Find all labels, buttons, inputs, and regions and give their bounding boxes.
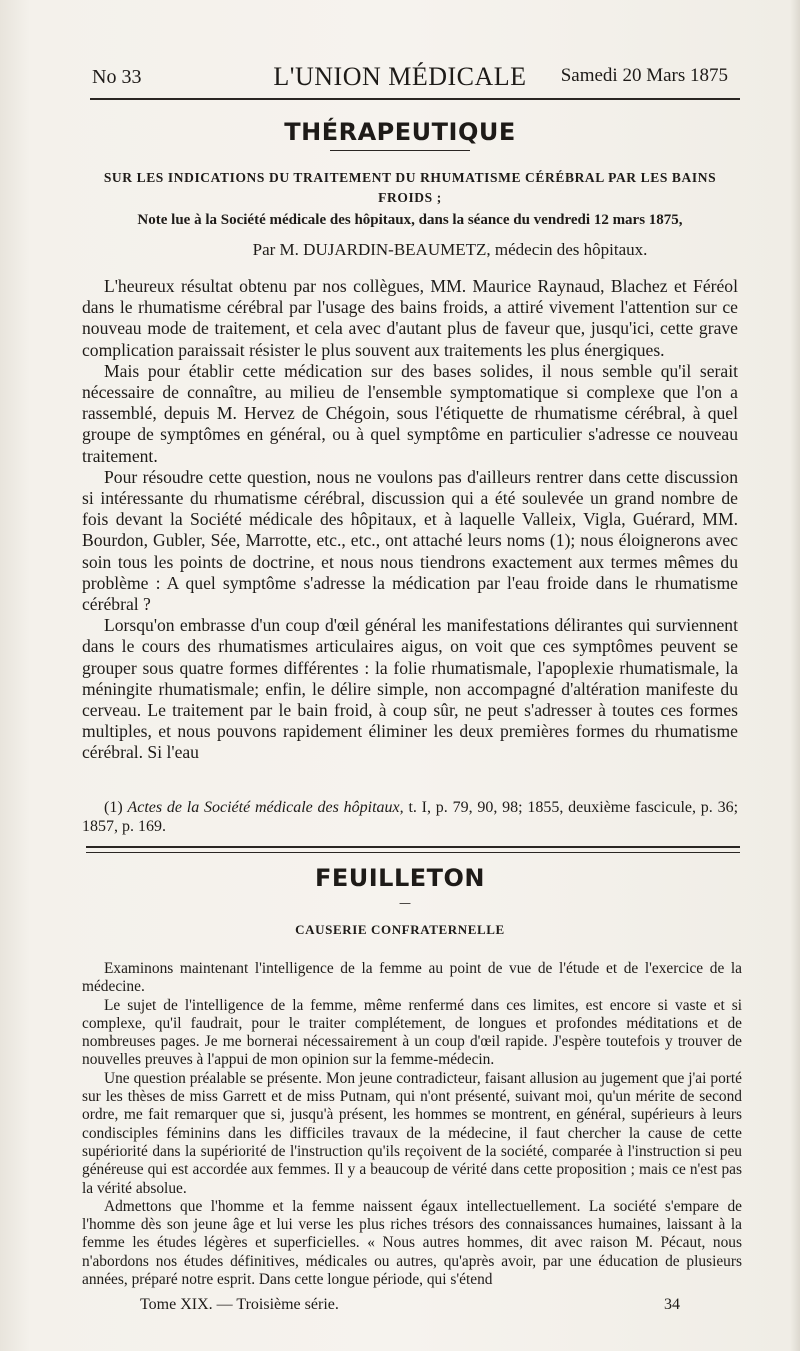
feuilleton-paragraph: Examinons maintenant l'intelligence de la femme au point de vue de l'étude et de l'exercice de la médecine. bbox=[82, 960, 742, 996]
title-underline bbox=[330, 150, 470, 151]
volume-label: Tome XIX. — Troisième série. bbox=[140, 1296, 339, 1313]
page-footer bbox=[140, 1296, 680, 1320]
issue-date: Samedi 20 Mars 1875 bbox=[560, 65, 728, 86]
footnote bbox=[82, 798, 738, 836]
article-body bbox=[82, 276, 738, 764]
feuilleton-subtitle: CAUSERIE CONFRATERNELLE bbox=[295, 922, 505, 937]
issue-number: No 33 bbox=[92, 66, 142, 88]
article-paragraph: Pour résoudre cette question, nous ne voulons pas d'ailleurs rentrer dans cette discussion si intéressante du rhumatisme cérébral, discussion qui a été soulevée un grand nombre de fois devant la Société médicale des hôpitaux, et à laquelle Valleix, Vigla, Guérard, MM. Bourdon, Gubler, Sée, Marrotte, etc., etc., ont attaché leurs noms (1); nous éloignerons avec soin tous les points de doctrine, et nous nous tiendrons exactement aux termes mêmes du problème : A quel symptôme s'adresse la médication par l'eau froide dans le rhumatisme cérébral ? bbox=[82, 466, 738, 615]
signature-number: 34 bbox=[664, 1296, 680, 1313]
article-paragraph: Lorsqu'on embrasse d'un coup d'œil général les manifestations délirantes qui surviennent dans le cours des rhumatismes articulaires aigus, on voit que ces symptômes peuvent se grouper sous quatre formes différentes : la folie rhumatismale, l'apoplexie rhumatismale, la méningite rhumatismale; enfin, le délire simple, non accompagné d'altération manifeste du cerveau. Le traitement par le bain froid, à coup sûr, ne peut s'adresser à toutes ces formes multiples, et nous pouvons rapidement éliminer les deux premières formes du rhumatisme cérébral. Si l'eau bbox=[82, 615, 738, 763]
feuilleton-rule bbox=[86, 846, 740, 853]
journal-title: L'UNION MÉDICALE bbox=[273, 62, 527, 91]
feuilleton-paragraph: Une question préalable se présente. Mon jeune contradicteur, faisant allusion au jugement que j'ai porté sur les thèses de miss Garrett et de miss Putnam, qui n'ont présenté, suivant moi, qu'un mérite de second ordre, me fait remarquer que si, jusqu'à présent, les hommes se montrent, en général, supérieurs à leurs condisciples féminins dans les difficiles travaux de la médecine, il faut chercher la cause de cette supériorité dans la supériorité de l'instruction qu'ils reçoivent de la société, comparée à l'instruction si peu généreuse qui est accordée aux femmes. Il y a beaucoup de vérité dans cette proposition ; mais ce n'est pas la vérité absolue. bbox=[82, 1069, 742, 1197]
header-rule bbox=[90, 98, 740, 100]
article-note: Note lue à la Société médicale des hôpitaux, dans la séance du vendredi 12 mars 1875, bbox=[137, 212, 683, 228]
page-header bbox=[80, 62, 728, 92]
article-paragraph: Mais pour établir cette médication sur des bases solides, il nous semble qu'il serait nécessaire de connaître, au milieu de l'ensemble symptomatique si complexe que l'on a rassemblé, depuis M. Hervez de Chégoin, sous l'étiquette de rhumatisme cérébral, à quel groupe de symptômes en général, ou à quel symptôme en particulier s'adresse ce nouveau traitement. bbox=[82, 360, 738, 466]
footnote-reference: t. I, p. 79, 90, 98; 1855, deuxième fascicule, p. 36; 1857, p. 169. bbox=[82, 799, 739, 835]
article-paragraph: L'heureux résultat obtenu par nos collègues, MM. Maurice Raynaud, Blachez et Féréol dans le rhumatisme cérébral par l'usage des bains froids, a attiré vivement l'attention sur ce nouveau mode de traitement, et cela avec d'autant plus de faveur que, jusqu'ici, cette grave complication paraissait résister le plus souvent aux traitements les plus énergiques. bbox=[82, 276, 738, 360]
article-subtitle: SUR LES INDICATIONS DU TRAITEMENT DU RHUMATISME CÉRÉBRAL PAR LES BAINS FROIDS ; bbox=[103, 170, 717, 205]
feuilleton-paragraph: Le sujet de l'intelligence de la femme, même renfermé dans ces limites, est encore si vaste et si complexe, qu'il faudrait, pour le traiter complétement, de longues et profondes méditations et de nombreuses pages. Je me bornerai nécessairement à un coup d'œil rapide. J'espère toutefois y trouver de nouvelles preuves à l'appui de mon opinion sur la femme-médecin. bbox=[82, 996, 742, 1069]
ornament-dash: — bbox=[399, 896, 411, 910]
feuilleton-body bbox=[82, 960, 742, 1289]
section-title-therapeutique: THÉRAPEUTIQUE bbox=[284, 118, 516, 146]
article-byline: Par M. DUJARDIN-BEAUMETZ, médecin des hôpitaux. bbox=[252, 240, 648, 259]
feuilleton-paragraph: Admettons que l'homme et la femme naissent égaux intellectuellement. La société s'empare de l'homme dès son jeune âge et lui verse les plus riches trésors des connaissances humaines, laissant à la femme les études légères et superficielles. « Nous autres hommes, dit avec raison M. Pécaut, nous n'abordons nos études définitives, médicales ou autres, qu'après avoir, par une éducation de plusieurs années, préparé notre esprit. Dans cette longue période, qui s'étend bbox=[82, 1197, 742, 1289]
footnote-source: Actes de la Société médicale des hôpitaux, bbox=[127, 799, 404, 816]
section-title-feuilleton: FEUILLETON bbox=[314, 864, 486, 892]
footnote-marker: (1) bbox=[104, 799, 123, 816]
